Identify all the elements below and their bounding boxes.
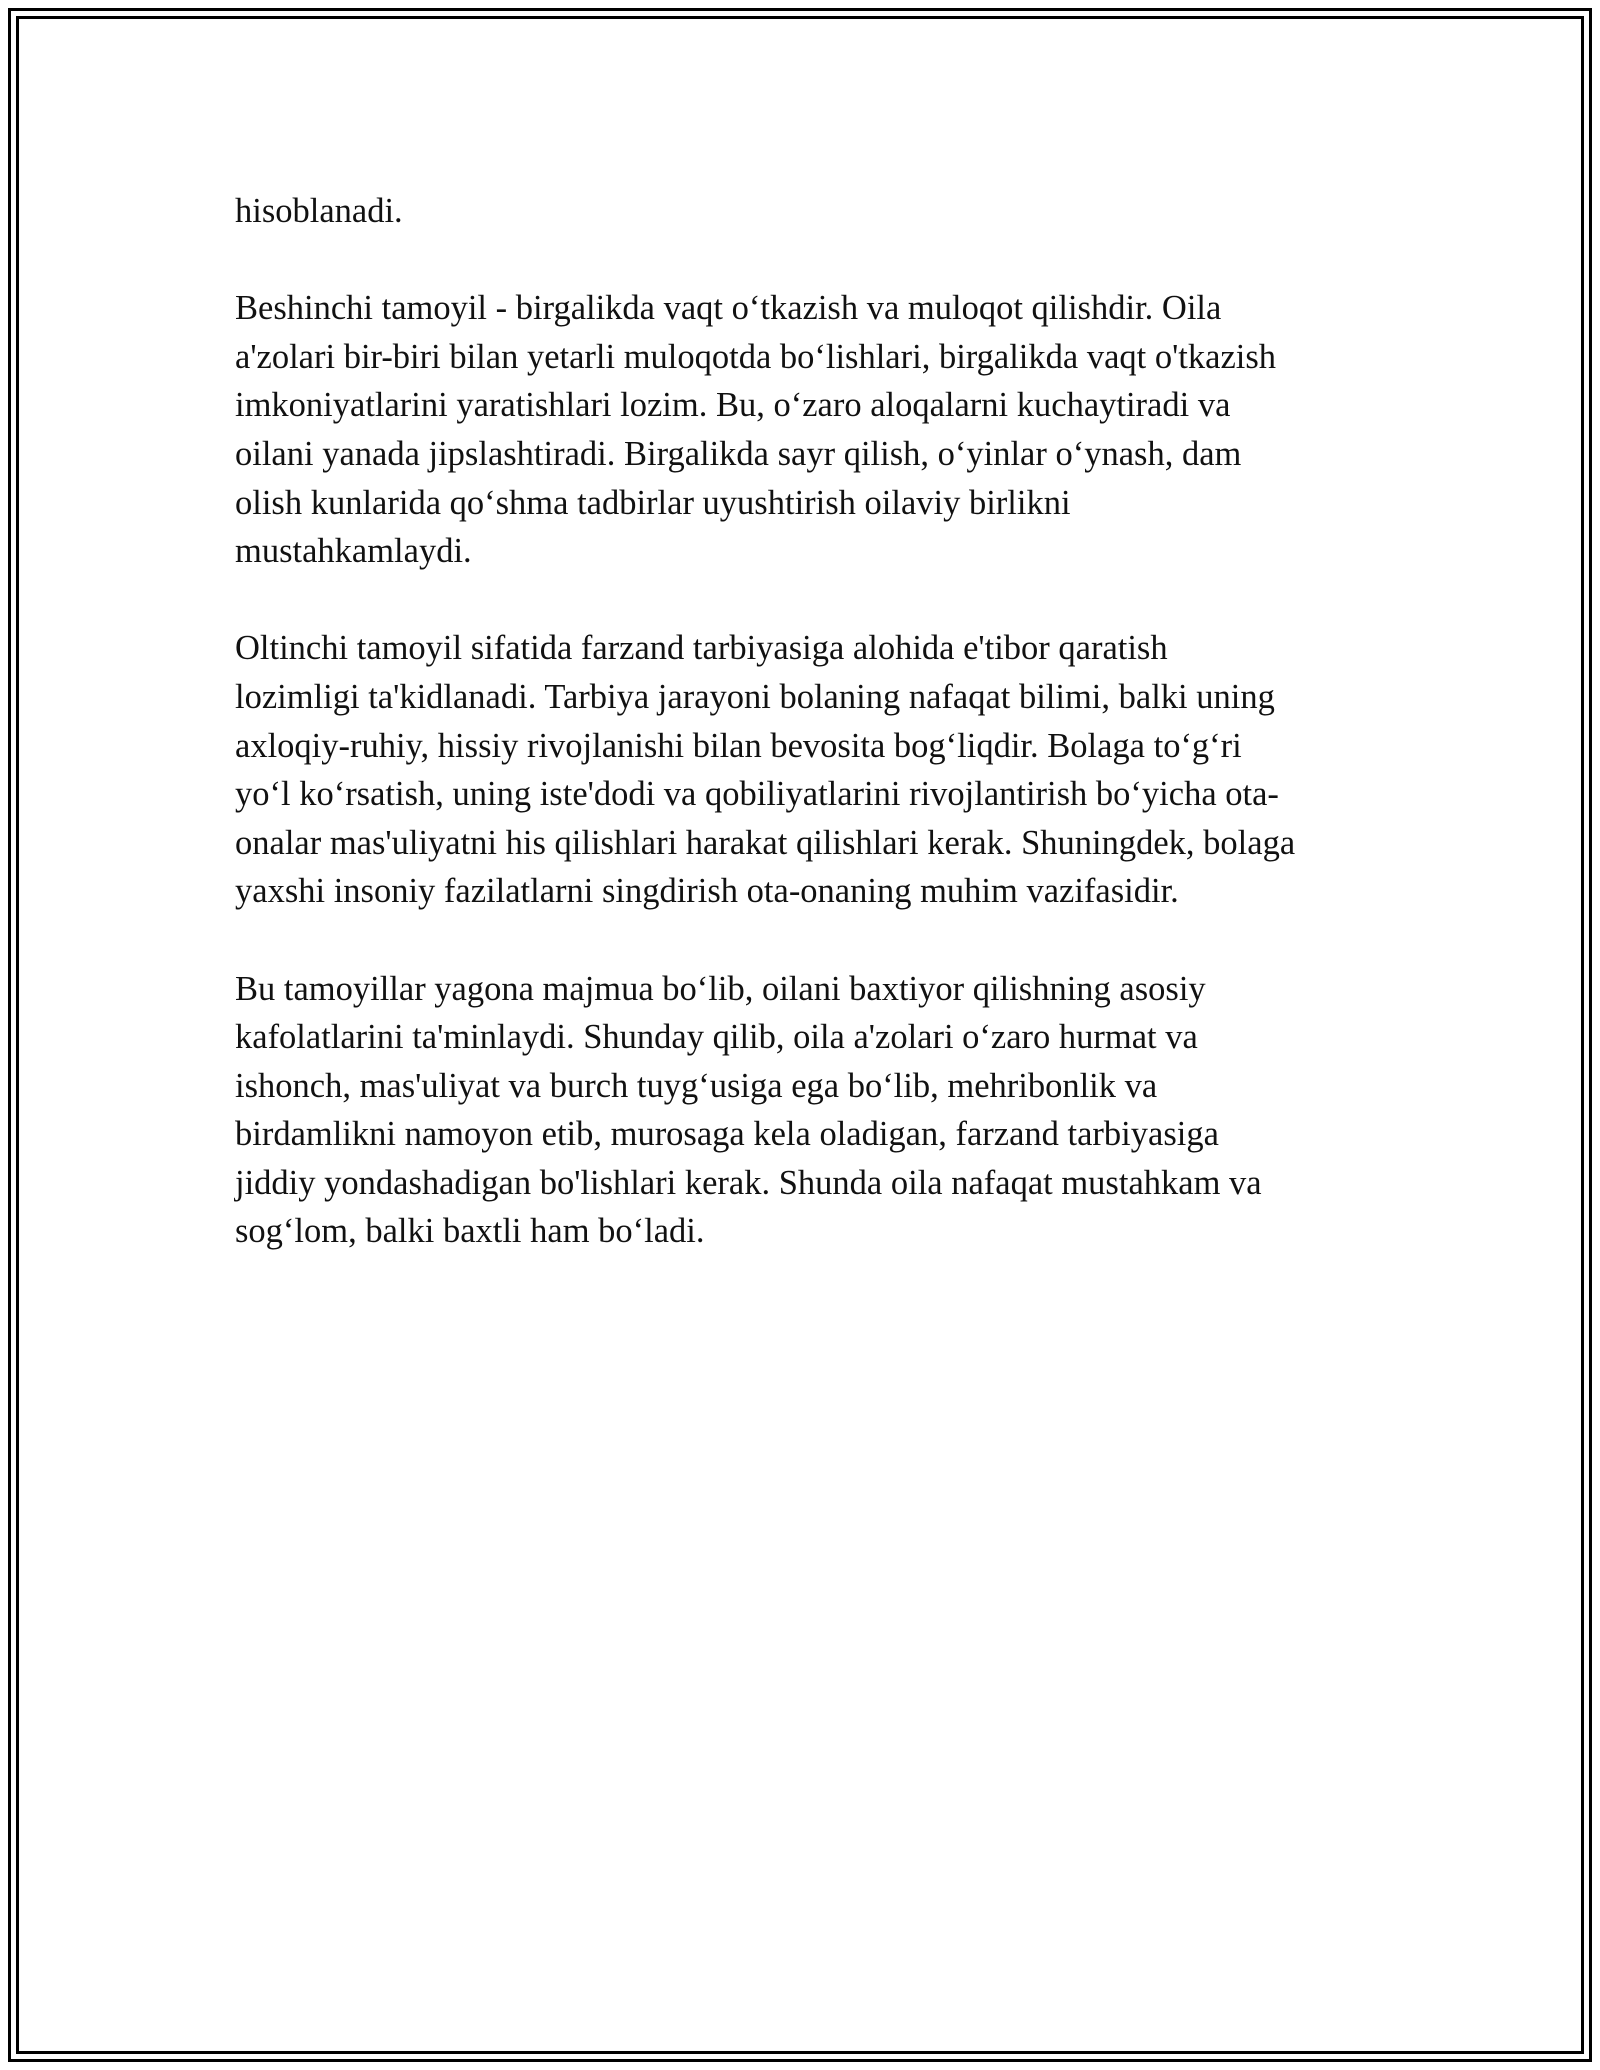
text-line: ishonch, mas'uliyat va burch tuyg‘usiga ega bo‘lib, mehribonlik va [235, 1066, 1158, 1105]
text-line: Oltinchi tamoyil sifatida farzand tarbiyasiga alohida e'tibor qaratish [235, 629, 1168, 668]
text-line: imkoniyatlarini yaratishlari lozim. Bu, o‘zaro aloqalarni kuchaytiradi va [235, 386, 1231, 425]
text-line: olish kunlarida qo‘shma tadbirlar uyushtirish oilaviy birlikni [235, 483, 1071, 522]
text-line: mustahkamlaydi. [235, 532, 472, 571]
text-line: hisoblanadi. [235, 192, 403, 230]
text-line: onalar mas'uliyatni his qilishlari harakat qilishlari kerak. Shuningdek, bolaga [235, 823, 1296, 862]
paragraph-1 [235, 187, 1375, 236]
text-line: birdamlikni namoyon etib, murosaga kela oladigan, farzand tarbiyasiga [235, 1115, 1219, 1154]
text-line: lozimligi ta'kidlanadi. Tarbiya jarayoni bolaning nafaqat bilimi, balki uning [235, 677, 1275, 716]
text-line: jiddiy yondashadigan bo'lishlari kerak. Shunda oila nafaqat mustahkam va [235, 1163, 1262, 1202]
text-line: yo‘l ko‘rsatish, uning iste'dodi va qobiliyatlarini rivojlantirish bo‘yicha ota- [235, 775, 1279, 814]
text-line: Bu tamoyillar yagona majmua bo‘lib, oilani baxtiyor qilishning asosiy [235, 969, 1206, 1008]
text-line: kafolatlarini ta'minlaydi. Shunday qilib, oila a'zolari o‘zaro hurmat va [235, 1018, 1198, 1057]
document-body [235, 187, 1375, 1305]
paragraph-3 [235, 624, 1375, 916]
text-line: a'zolari bir-biri bilan yetarli muloqotda bo‘lishlari, birgalikda vaqt o'tkazish [235, 337, 1277, 376]
text-line: yaxshi insoniy fazilatlarni singdirish ota-onaning muhim vazifasidir. [235, 872, 1179, 911]
text-line: axloqiy-ruhiy, hissiy rivojlanishi bilan bevosita bog‘liqdir. Bolaga to‘g‘ri [235, 726, 1242, 765]
text-line: Beshinchi tamoyil - birgalikda vaqt o‘tkazish va muloqot qilishdir. Oila [235, 289, 1222, 328]
paragraph-4 [235, 965, 1375, 1257]
text-line: sog‘lom, balki baxtli ham bo‘ladi. [235, 1212, 705, 1251]
paragraph-2 [235, 284, 1375, 576]
text-line: oilani yanada jipslashtiradi. Birgalikda sayr qilish, o‘yinlar o‘ynash, dam [235, 434, 1242, 473]
